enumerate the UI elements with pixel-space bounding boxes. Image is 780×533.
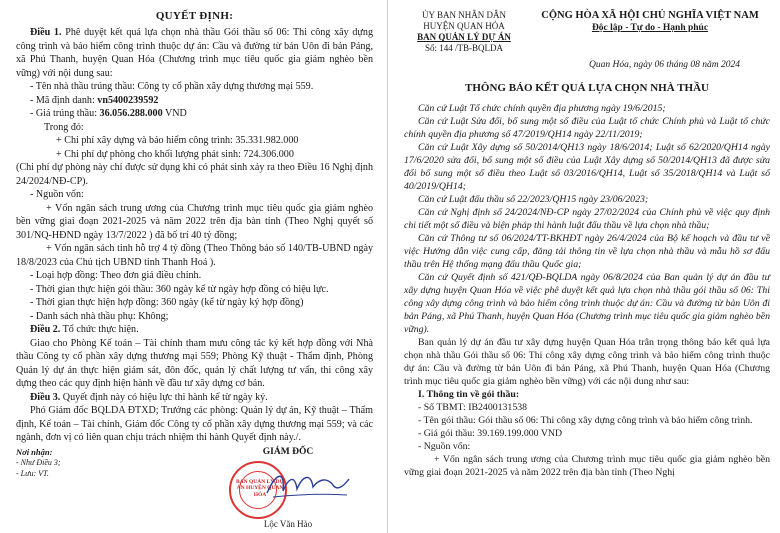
legal-basis: Căn cứ Nghị định số 24/2024/NĐ-CP ngày 27/02/2024 của Chính phủ về việc quy định chi tiết một số điều và biện pháp thi hành luật đấu thầu về lựa chọn nhà thầu;	[404, 207, 770, 231]
handwritten-signature	[263, 465, 353, 505]
recipients-label: Nơi nhận:	[16, 446, 53, 457]
section-heading: I. Thông tin về gói thầu:	[418, 389, 520, 400]
legal-basis: Căn cứ Luật đấu thầu số 22/2023/QH15 ngày 23/06/2023;	[418, 194, 649, 205]
cost-build-line: + Chi phí xây dựng và bảo hiểm công trình: 35.331.982.000	[56, 135, 299, 146]
agency-line-2: HUYỆN QUAN HÓA	[423, 21, 505, 31]
recipient-item: - Như Điều 3;	[16, 457, 61, 467]
agency-line-1: ỦY BAN NHÂN DÂN	[422, 10, 506, 20]
legal-basis: Căn cứ Thông tư số 06/2024/TT-BKHĐT ngày 26/4/2024 của Bộ kế hoạch và đầu tư về việc Hướng dẫn việc cung cấp, đăng tải thông tin về lựa chọn nhà thầu và mẫu hồ sơ đấu thầu trên Hệ thống mạng đấu thầu Quốc gia;	[404, 233, 770, 270]
notice-title: THÔNG BÁO KẾT QUẢ LỰA CHỌN NHÀ THẦU	[465, 82, 709, 94]
agency-block	[404, 10, 524, 54]
article-3-body: Phó Giám đốc BQLDA ĐTXD; Trưởng các phòng: Quản lý dự án, Kỹ thuật – Thẩm định, Kế toán – Tài chính, Giám đốc Công ty cổ phần xây dựng thương mại 559; và các ngành, đơn vị có liên quan chịu trách nhiệm thi hành Quyết định này./.	[16, 405, 373, 443]
article-3: Điều 3. Quyết định này có hiệu lực thi hành kể từ ngày ký.	[30, 391, 268, 403]
article-2-body: Giao cho Phòng Kế toán – Tài chính tham mưu công tác ký kết hợp đồng với Nhà thầu Công ty cổ phần xây dựng thương mại 559; Phòng Kỹ thuật - Thẩm định, Phòng Quản lý dự án thực hiện giám sát, đôn đốc, quản lý chất lượng tư vấn, thi công xây dựng theo các quy định hiện hành về đầu tư xây dựng cơ bản.	[16, 337, 373, 389]
contract-type: - Loại hợp đồng: Theo đơn giá điều chỉnh.	[30, 270, 202, 281]
stamp-text: BAN QUẢN LÝ DỰ ÁN HUYỆN QUAN HÓA	[236, 478, 284, 498]
price-line: - Giá trúng thầu: 36.056.288.000 VND	[30, 108, 187, 119]
article-2: Điều 2. Tổ chức thực hiện.	[30, 324, 139, 335]
article-1: Điều 1. Phê duyệt kết quả lựa chọn nhà thầu Gói thầu số 06: Thi công xây dựng công trình và bảo hiểm công trình thuộc dự án: Cầu và đường từ bản Uôn đi bản Páng, xã Phú Thanh, huyện Quan Hóa (Chương trình mục tiêu quốc gia giảm nghèo bền vững) với nội dung sau:	[16, 27, 374, 79]
decision-page	[0, 0, 388, 533]
legal-basis: Căn cứ Luật Xây dựng số 50/2014/QH13 ngày 18/6/2014; Luật số 62/2020/QH14 ngày 17/6/2020 sửa đổi, bổ sung một số điều của Luật Xây dựng số 50/2014/QH13 đã được sửa đổi bổ sung một số điều theo Luật số 03/2016/QH14, Luật số 35/2018/QH14 và Luật số 40/2019/QH14;	[404, 142, 770, 192]
contract-exec: - Thời gian thực hiện hợp đồng: 360 ngày (kể từ ngày ký hợp đồng)	[30, 297, 304, 308]
price-value: 36.056.288.000	[99, 108, 163, 119]
capital-1: + Vốn ngân sách trung ương của Chương trình mục tiêu quốc gia giảm nghèo bền vững giai đoạn 2021-2025 và năm 2022 trên địa bàn tỉnh (Theo Nghị quyết số 301/NQ-HĐND ngày 13/7/2022 ) đã bố trí 40 tỷ đồng;	[16, 202, 373, 241]
signer-name: Lộc Văn Hào	[263, 518, 313, 529]
tax-id-value: vn5400239592	[97, 94, 159, 106]
signer-title: GIÁM ĐỐC	[262, 446, 314, 457]
legal-basis: Căn cứ Luật Sửa đổi, bổ sung một số điều của Luật tổ chức Chính phủ và Luật tổ chức chính quyền địa phương số 47/2019/QH14 ngày 22/11/2019;	[404, 116, 770, 140]
winner-line: - Tên nhà thầu trúng thầu: Công ty cổ phần xây dựng thương mại 559.	[30, 81, 314, 92]
decision-title: QUYẾT ĐỊNH:	[155, 10, 234, 22]
signer-area	[203, 447, 373, 529]
package-price-line: - Giá gói thầu: 39.169.199.000 VND	[418, 428, 563, 439]
notice-intro: Ban quản lý dự án đầu tư xây dựng huyện Quan Hóa trân trọng thông báo kết quả lựa chọn nhà thầu Gói thầu số 06: Thi công xây dựng công trình và bảo hiểm công trình thuộc dự án: Cầu và đường từ bản Uôn đi bản Páng, xã Phú Thanh, huyện Quan Hóa (Chương trình mục tiêu quốc gia giảm nghèo bền vững) với các nội dung như sau:	[404, 337, 770, 387]
capital-label: - Nguồn vốn:	[30, 189, 84, 200]
recipients-list	[16, 447, 186, 529]
national-heading	[530, 10, 770, 54]
subcontractors: - Danh sách nhà thầu phụ: Không;	[30, 310, 169, 322]
including-label: Trong đó:	[44, 121, 84, 133]
issue-date: Quan Hóa, ngày 06 tháng 08 năm 2024	[589, 60, 740, 70]
recipient-item: - Lưu: VT.	[16, 468, 49, 478]
document-number: Số: 144 /TB-BQLDA	[424, 43, 503, 53]
cost-reserve-line: + Chi phí dự phòng cho khối lượng phát sinh: 724.306.000	[56, 148, 294, 160]
notice-page	[392, 0, 780, 533]
country-name: CỘNG HÒA XÃ HỘI CHỦ NGHĨA VIỆT NAM	[541, 10, 759, 21]
national-motto: Độc lập - Tự do - Hạnh phúc	[591, 23, 709, 33]
legal-basis: Căn cứ Quyết định số 421/QĐ-BQLDA ngày 06/8/2024 của Ban quản lý dự án đầu tư xây dựng huyện Quan Hóa về việc phê duyệt kết quả lựa chọn nhà thầu gói thầu số 06: Thi công xây dựng công trình và bảo hiểm công trình thuộc dự án: Cầu và đường từ bản Uôn đi bản Páng, xã Phú Thanh, huyện Quan Hóa (Chương trình mục tiêu quốc gia giảm nghèo bền vững).	[404, 272, 770, 335]
legal-basis: Căn cứ Luật Tổ chức chính quyền địa phương ngày 19/6/2015;	[418, 103, 666, 114]
package-name-line: - Tên gói thầu: Gói thầu số 06: Thi công xây dựng công trình và bảo hiểm công trình.	[418, 415, 753, 426]
capital-2: + Vốn ngân sách tỉnh hỗ trợ 4 tỷ đồng (Theo Thông báo số 140/TB-UBND ngày 18/8/2023 của Chủ tịch UBND tỉnh Thanh Hoá ).	[16, 243, 373, 268]
tax-id-line: - Mã định danh: vn5400239592	[30, 94, 159, 106]
contract-time: - Thời gian thực hiện gói thầu: 360 ngày kể từ ngày hợp đồng có hiệu lực.	[30, 283, 329, 295]
agency-line-3: BAN QUẢN LÝ DỰ ÁN	[417, 32, 511, 42]
signature-block	[16, 447, 373, 529]
reserve-note: (Chi phí dự phòng này chỉ được sử dụng khi có phát sinh xảy ra theo Điều 16 Nghị định 24/2024/NĐ-CP).	[16, 162, 373, 187]
notice-header	[404, 10, 770, 54]
capital-label: - Nguồn vốn:	[418, 441, 471, 452]
tbmt-line: - Số TBMT: IB2400131538	[418, 402, 528, 413]
capital-1: + Vốn ngân sách trung ương của Chương trình mục tiêu quốc gia giảm nghèo bền vững giai đoạn 2021-2025 và năm 2022 trên địa bàn tỉnh (Theo Nghị	[404, 454, 770, 478]
